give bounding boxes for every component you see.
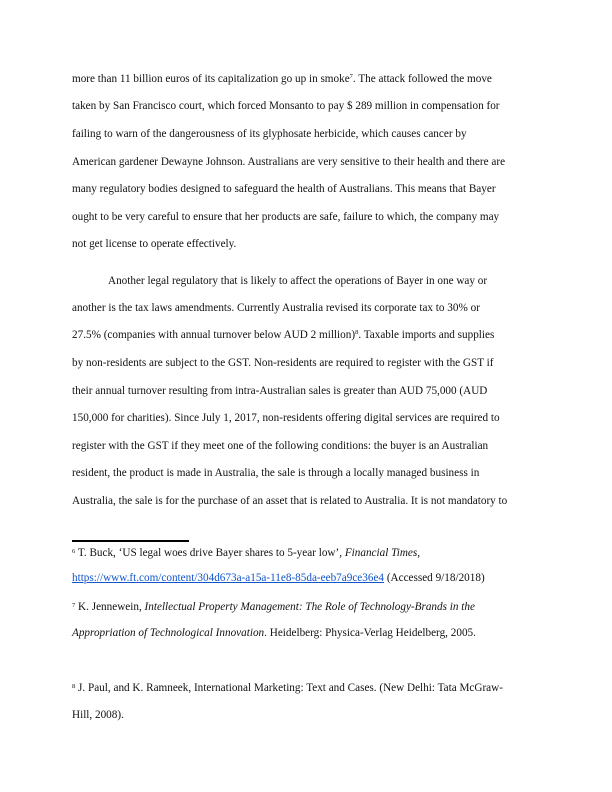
body-line: by non-residents are subject to the GST. Non-residents are required to register with the GST if [72, 357, 494, 369]
footnote-6: $^6$ T. Buck, ‘US legal woes drive Bayer shares to 5-year low’, Financial Times, [72, 547, 421, 559]
body-line: their annual turnover resulting from intra-Australian sales is greater than AUD 75,000 (AUD [72, 385, 488, 397]
body-line: many regulatory bodies designed to safeguard the health of Australians. This means that Bayer [72, 183, 496, 195]
footnote-7: $^7$ K. Jennewein, Intellectual Property Management: The Role of Technology-Brands in the [72, 601, 475, 613]
footnote-ref[interactable]: 7 [349, 73, 353, 80]
footnote-7-cont: Appropriation of Technological Innovation. Heidelberg: Physica-Verlag Heidelberg, 2005. [72, 627, 476, 639]
body-line: resident, the product is made in Australia, the sale is through a locally managed business in [72, 467, 480, 479]
body-line: register with the GST if they meet one of the following conditions: the buyer is an Australian [72, 440, 489, 452]
body-line: not get license to operate effectively. [72, 238, 237, 250]
body-line: another is the tax laws amendments. Currently Australia revised its corporate tax to 30% or [72, 302, 480, 314]
footnote-separator [72, 540, 189, 542]
footnote-link[interactable]: https://www.ft.com/content/304d673a-a15a-11e8-85da-eeb7a9ce36e4 [72, 572, 385, 584]
footnote-8-cont: Hill, 2008). [72, 709, 124, 721]
body-line: Australia, the sale is for the purchase of an asset that is related to Australia. It is not mandatory to [72, 495, 508, 507]
footnote-ref[interactable]: 8 [355, 329, 359, 336]
footnote-6-cont: https://www.ft.com/content/304d673a-a15a-11e8-85da-eeb7a9ce36e4 (Accessed 9/18/2018) [72, 572, 485, 584]
body-line: Another legal regulatory that is likely to affect the operations of Bayer in one way or [108, 275, 488, 287]
body-line: failing to warn of the dangerousness of its glyphosate herbicide, which causes cancer by [72, 128, 467, 140]
body-line: 150,000 for charities). Since July 1, 2017, non-residents offering digital services are required to [72, 412, 500, 424]
footnote-8: $^8$ J. Paul, and K. Ramneek, International Marketing: Text and Cases. (New Delhi: Tata McGraw- [72, 682, 503, 694]
body-line: taken by San Francisco court, which forced Monsanto to pay $ 289 million in compensation for [72, 100, 500, 112]
body-line: more than 11 billion euros of its capitalization go up in smoke$^7$. The attack followed the move [72, 73, 492, 85]
body-line: American gardener Dewayne Johnson. Australians are very sensitive to their health and there are [72, 156, 506, 168]
body-line: ought to be very careful to ensure that her products are safe, failure to which, the company may [72, 211, 500, 223]
body-line: 27.5% (companies with annual turnover below AUD 2 million)$^8$. Taxable imports and supplies [72, 329, 495, 341]
